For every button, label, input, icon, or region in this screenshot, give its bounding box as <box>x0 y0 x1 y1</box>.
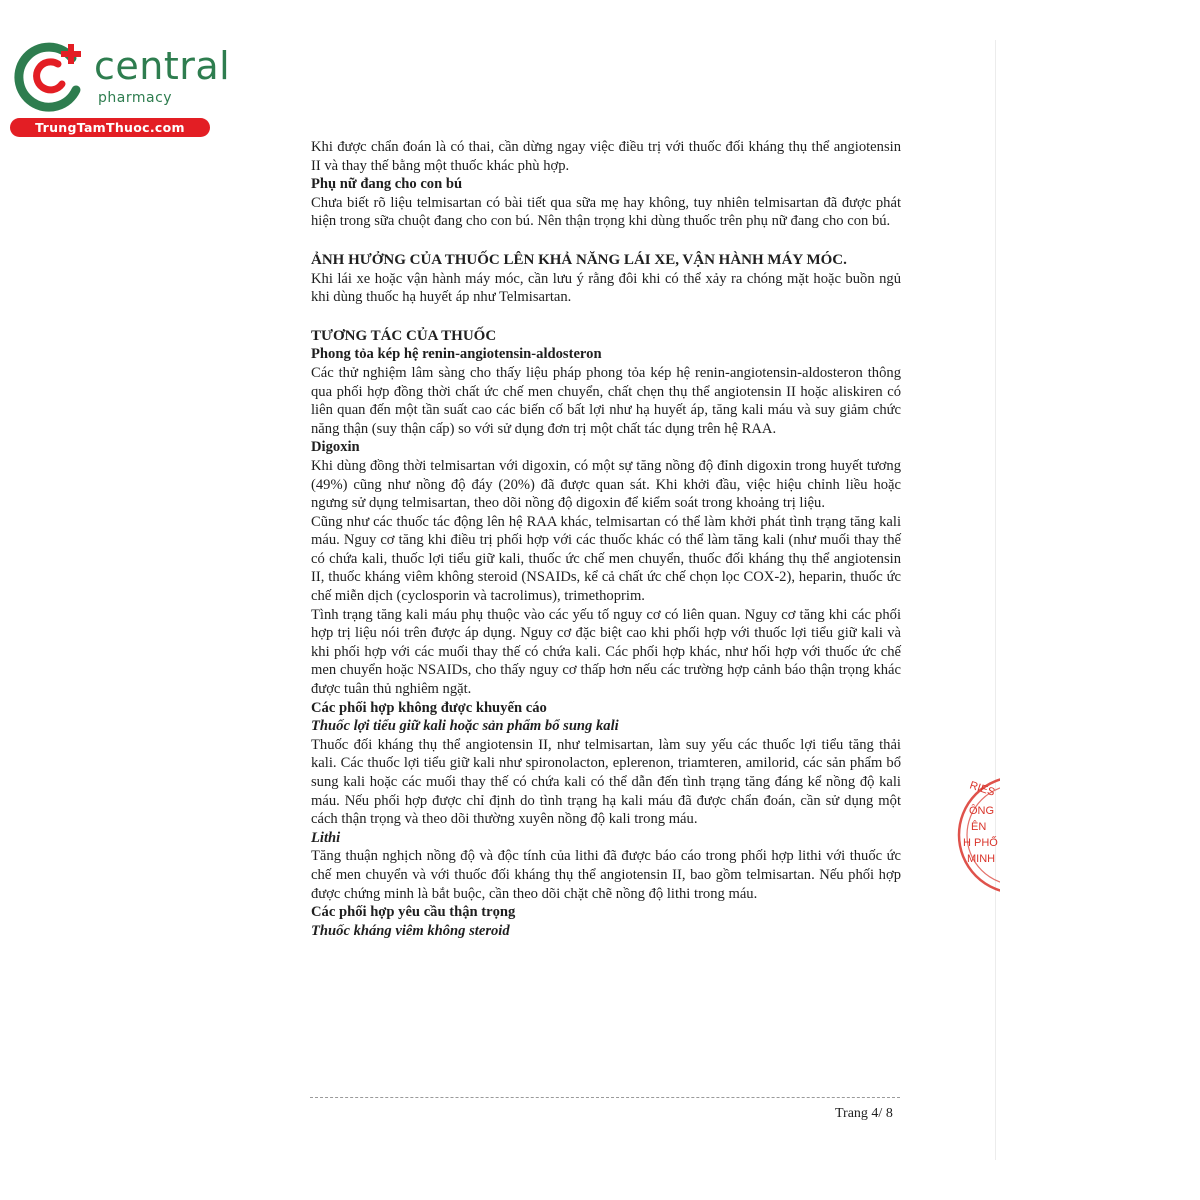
logo-subtitle: pharmacy <box>98 90 173 106</box>
italic-subheading: Thuốc kháng viêm không steroid <box>311 922 510 939</box>
paragraph: Các thử nghiệm lâm sàng cho thấy liệu pháp phong tỏa kép hệ renin-angiotensin-aldosteron thông qua phối hợp đồng thời chất ức chế men chuyển, chất chẹn thụ thể angiotensin II hoặc aliskiren có liên quan đến một tần suất cao các biến cố bất lợi như hạ huyết áp, tăng kali máu và suy giảm chức năng thận (suy thận cấp) so với sử dụng đơn trị một chất tác dụng trên hệ RAA. <box>311 364 901 437</box>
official-stamp <box>955 760 1000 910</box>
paragraph: Tăng thuận nghịch nồng độ và độc tính của lithi đã được báo cáo trong phối hợp lithi với thuốc ức chế men chuyển và với thuốc đối kháng thụ thể angiotensin II, bao gồm telmisartan. Nếu phối hợp được chứng minh là bắt buộc, cần theo dõi chặt chẽ nồng độ lithi trong máu. <box>311 848 901 902</box>
italic-subheading: Thuốc lợi tiểu giữ kali hoặc sản phẩm bổ sung kali <box>311 718 619 735</box>
page-number: Trang 4/ 8 <box>835 1106 893 1121</box>
svg-text:RIES: RIES <box>968 779 997 799</box>
paragraph: Khi được chẩn đoán là có thai, cần dừng ngay việc điều trị với thuốc đối kháng thụ thể angiotensin II và thay thế bằng một thuốc khác phù hợp. <box>311 139 901 174</box>
logo-mark-icon <box>10 38 90 116</box>
logo-wordmark: central <box>94 44 231 88</box>
subheading: Các phối hợp yêu cầu thận trọng <box>311 904 516 921</box>
paragraph: Cũng như các thuốc tác động lên hệ RAA khác, telmisartan có thể làm khởi phát tình trạng tăng kali máu. Nguy cơ tăng khi điều trị phối hợp với các thuốc khác có thể làm tăng kali (như muối thay thế có chứa kali, thuốc lợi tiểu giữ kali, thuốc ức chế men chuyển, thuốc đối kháng thụ thể angiotensin II, thuốc kháng viêm không steroid (NSAIDs, kể cả chất ức chế chọn lọc COX-2), heparin, thuốc ức chế miễn dịch (cyclosporin và tacrolimus), trimethoprim. <box>311 513 901 605</box>
subheading: Các phối hợp không được khuyến cáo <box>311 699 547 716</box>
paragraph: Thuốc đối kháng thụ thể angiotensin II, như telmisartan, làm suy yếu các thuốc lợi tiểu tăng thải kali. Các thuốc lợi tiểu giữ kali như spironolacton, eplerenon, triamteren, amilorid, các sản phẩm bổ sung kali hoặc các muối thay thế có chứa kali có thể dẫn đến tình trạng tăng đáng kể nồng độ kali máu. Nếu phối hợp được chỉ định do tình trạng hạ kali máu đã được chẩn đoán, cần sử dụng một cách thận trọng và theo dõi thường xuyên nồng độ kali trong máu. <box>311 736 901 828</box>
paragraph: Khi lái xe hoặc vận hành máy móc, cần lưu ý rằng đôi khi có thể xảy ra chóng mặt hoặc buồn ngủ khi dùng thuốc hạ huyết áp như Telmisartan. <box>311 270 901 306</box>
svg-text:MINH: MINH <box>967 853 996 865</box>
italic-subheading: Lithi <box>311 829 341 846</box>
page-edge <box>995 40 996 1160</box>
section-gap <box>311 231 901 251</box>
central-pharmacy-logo[interactable] <box>10 38 231 138</box>
footer-rule <box>310 1097 900 1098</box>
section-gap <box>311 307 901 327</box>
section-heading: TƯƠNG TÁC CỦA THUỐC <box>311 327 497 344</box>
subheading: Digoxin <box>311 439 360 456</box>
paragraph: Khi dùng đồng thời telmisartan với digoxin, có một sự tăng nồng độ đỉnh digoxin trong huyết tương (49%) cũng như nồng độ đáy (20%) đã được quan sát. Khi khởi đầu, việc hiệu chỉnh liều hoặc ngưng sử dụng telmisartan, theo dõi nồng độ digoxin để kiểm soát trong khoảng trị liệu. <box>311 457 901 512</box>
document-body <box>311 138 901 940</box>
svg-text:H PHỐ: H PHỐ <box>963 837 998 849</box>
section-heading: ẢNH HƯỞNG CỦA THUỐC LÊN KHẢ NĂNG LÁI XE, VẬN HÀNH MÁY MÓC. <box>311 251 847 268</box>
subheading: Phụ nữ đang cho con bú <box>311 176 463 193</box>
paragraph: Tình trạng tăng kali máu phụ thuộc vào các yếu tố nguy cơ có liên quan. Nguy cơ tăng khi các phối hợp trị liệu nói trên được áp dụng. Nguy cơ đặc biệt cao khi phối hợp với thuốc lợi tiểu giữ kali và khi phối hợp với các muối thay thế có chứa kali. Các phối hợp khác, như hối hợp với thuốc ức chế men chuyển hoặc NSAIDs, cho thấy nguy cơ thấp hơn nếu các trường hợp cảnh báo thận trọng khác được tuân thủ nghiêm ngặt. <box>311 606 901 698</box>
svg-text:ÔNG: ÔNG <box>969 805 995 817</box>
logo-site-banner: TrungTamThuoc.com <box>10 118 210 137</box>
paragraph: Chưa biết rõ liệu telmisartan có bài tiết qua sữa mẹ hay không, tuy nhiên telmisartan đã được phát hiện trong sữa chuột đang cho con bú. Nên thận trọng khi dùng thuốc trên phụ nữ đang cho con bú. <box>311 194 901 230</box>
subheading: Phong tỏa kép hệ renin-angiotensin-aldosteron <box>311 346 602 363</box>
svg-text:ÊN: ÊN <box>971 821 987 833</box>
